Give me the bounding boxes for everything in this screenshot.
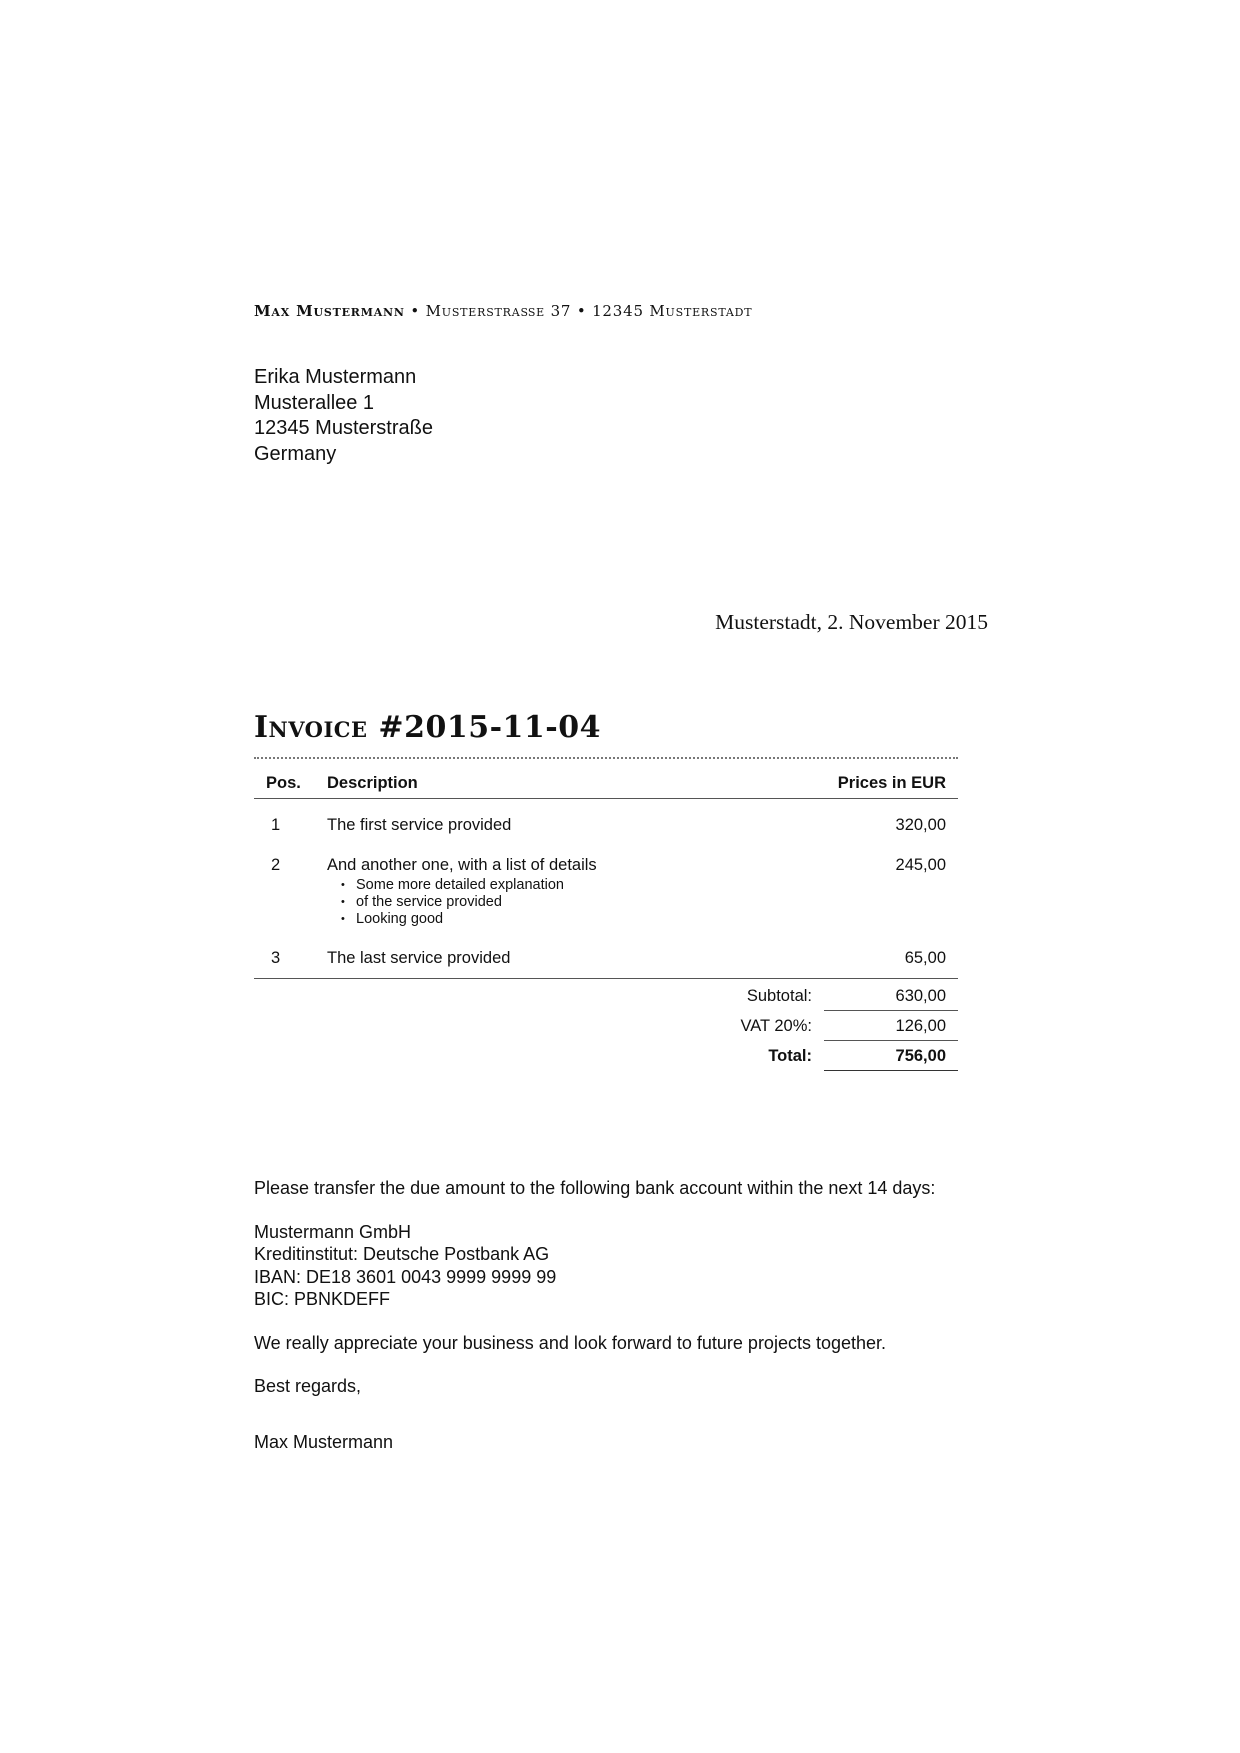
sender-city: 12345 Musterstadt [592,302,753,320]
bank-institute: Kreditinstitut: Deutsche Postbank AG [254,1244,550,1264]
item-price: 65,00 [904,949,946,967]
payment-instructions: Please transfer the due amount to the following bank account within the next 14 days: [254,1178,936,1198]
items-table [254,768,958,979]
detail-item: • Some more detailed explanation [341,877,768,894]
letter-date: Musterstadt, 2. November 2015 [715,610,988,634]
bank-iban: IBAN: DE18 3601 0043 9999 9999 99 [254,1266,557,1287]
subtotal-value: 630,00 [824,981,958,1011]
subtotal-row [254,981,958,1011]
subtotal-label: Subtotal: [746,986,812,1005]
item-description: The first service provided [327,816,512,834]
detail-item: • Looking good [341,911,768,928]
recipient-country: Germany [254,442,337,465]
recipient-address [254,365,433,467]
invoice-title: Invoice #2015-11-04 [254,710,601,745]
table-body [254,799,958,979]
detail-item: • of the service provided [341,894,768,911]
header-description: Description [327,773,418,792]
totals-block [254,981,958,1071]
header-pos: Pos. [266,773,301,792]
item-description: And another one, with a list of details [327,856,597,874]
recipient-street: Musterallee 1 [254,391,375,414]
sender-separator: • [410,302,421,320]
thanks-text: We really appreciate your business and look forward to future projects together. [254,1332,887,1353]
item-pos: 3 [271,949,281,967]
recipient-name: Erika Mustermann [254,366,417,388]
vat-value: 126,00 [824,1011,958,1041]
total-row [254,1041,958,1071]
header-price: Prices in EUR [837,773,946,792]
item-description-block [327,856,768,928]
closing-text [254,1177,1014,1453]
item-price: 245,00 [895,856,946,874]
bank-details [254,1221,1014,1311]
table-row [254,816,958,835]
table-header [254,768,958,799]
sender-name: Max Mustermann [254,302,405,320]
vat-label: VAT 20%: [740,1016,812,1035]
table-row [254,949,958,968]
sender-line [254,302,752,320]
regards-text: Best regards, [254,1376,362,1396]
sender-street: Musterstraße 37 [425,302,572,320]
item-pos: 1 [271,816,281,834]
bank-bic: BIC: PBNKDEFF [254,1289,391,1309]
item-details-list [327,877,768,928]
signature-name: Max Mustermann [254,1431,394,1452]
total-value: 756,00 [824,1041,958,1071]
table-row [254,856,958,928]
vat-row [254,1011,958,1041]
bank-account-holder: Mustermann GmbH [254,1221,412,1242]
item-description: The last service provided [327,949,511,967]
sender-separator: • [576,302,587,320]
title-divider [254,757,958,759]
total-label: Total: [768,1046,812,1065]
item-pos: 2 [271,856,281,874]
recipient-city: 12345 Musterstraße [254,417,433,439]
item-price: 320,00 [895,816,946,834]
